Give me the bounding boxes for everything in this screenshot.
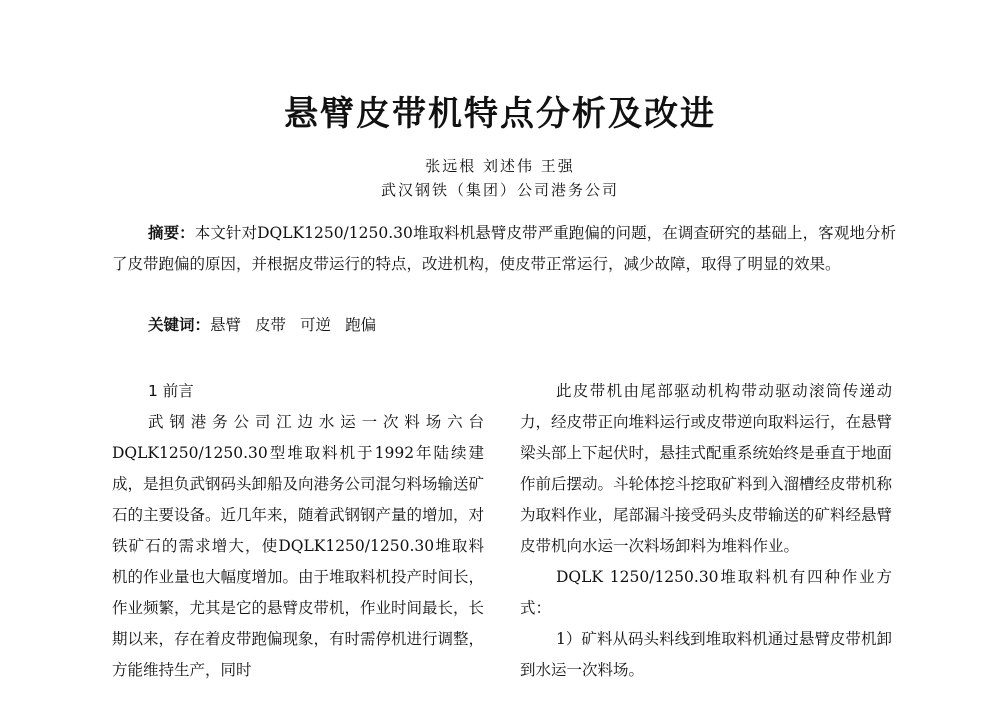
abstract-text: 本文针对DQLK1250/1250.30堆取料机悬臂皮带严重跑偏的问题，在调查研究的基础上，客观地分析了皮带跑偏的原因，并根据皮带运行的特点，改进机构，使皮带正常运行，减少故障，取得了明显的效果。	[112, 224, 896, 273]
right-paragraph-1: 此皮带机由尾部驱动机构带动驱动滚筒传递动力，经皮带正向堆料运行或皮带逆向取料运行，在悬臂梁头部上下起伏时，悬挂式配重系统始终是垂直于地面作前后摆动。斗轮体挖斗挖取矿料到入溜槽经皮带机称为取料作业，尾部漏斗接受码头皮带输送的矿料经悬臂皮带机向水运一次料场卸料为堆料作业。	[520, 382, 893, 555]
keywords-label: 关键词：	[148, 316, 211, 334]
section-heading: 1 前言	[148, 382, 194, 400]
right-column	[520, 376, 892, 686]
left-paragraph: 武钢港务公司江边水运一次料场六台DQLK1250/1250.30型堆取料机于1992年陆续建成，是担负武钢码头卸船及向港务公司混匀料场输送矿石的主要设备。近几年来，随着武钢钢产量的增加，对铁矿石的需求增大，使DQLK1250/1250.30堆取料机的作业量也大幅度增加。由于堆取料机投产时间长，作业频繁，尤其是它的悬臂皮带机，作业时间最长，长期以来，存在着皮带跑偏现象，有时需停机进行调整，方能维持生产，同时	[112, 413, 485, 679]
left-column	[112, 376, 484, 686]
keyword: 可逆	[300, 316, 332, 334]
keyword: 跑偏	[345, 316, 377, 334]
keyword: 悬臂	[210, 316, 242, 334]
abstract-label: 摘要：	[148, 224, 195, 242]
abstract	[112, 218, 896, 280]
keywords	[148, 313, 390, 335]
right-paragraph-3: 1）矿料从码头料线到堆取料机通过悬臂皮带机卸到水运一次料场。	[520, 630, 892, 679]
affiliation: 武汉钢铁（集团）公司港务公司	[380, 181, 619, 199]
paper-title: 悬臂皮带机特点分析及改进	[284, 94, 716, 134]
keyword: 皮带	[255, 316, 287, 334]
authors: 张远根 刘述伟 王强	[425, 157, 575, 175]
right-paragraph-2: DQLK 1250/1250.30堆取料机有四种作业方式：	[520, 568, 892, 617]
